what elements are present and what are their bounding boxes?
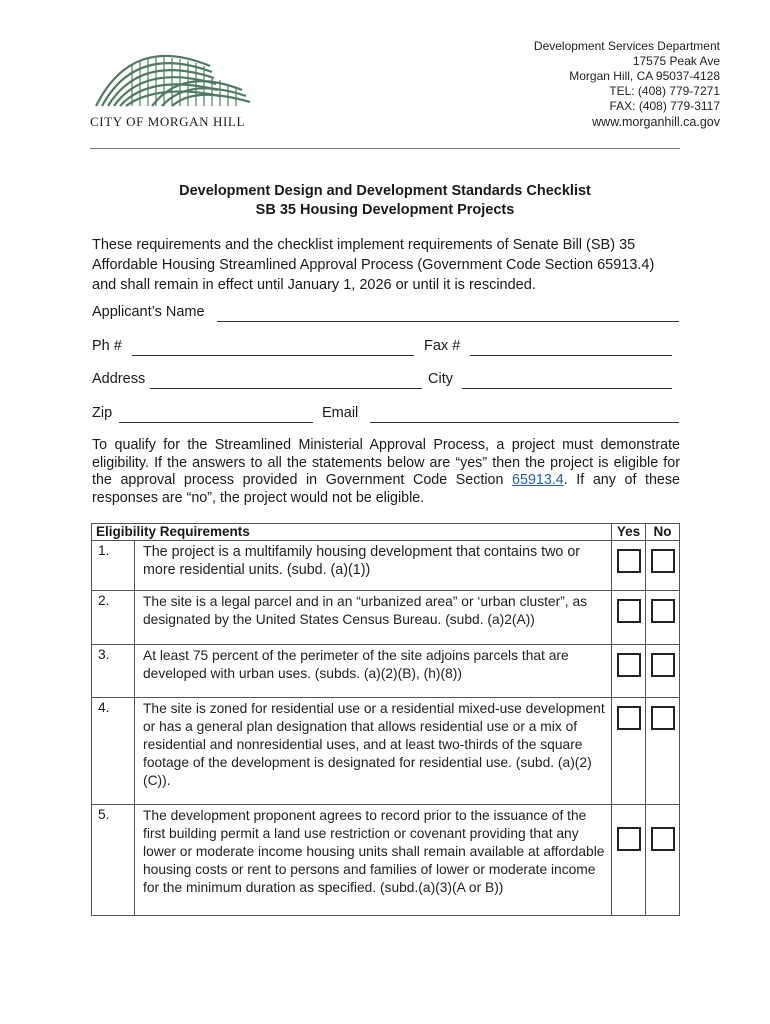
row-number: 1. — [92, 541, 135, 591]
row-text: The site is a legal parcel and in an “urbanized area” or ‘urban cluster”, as designated by the United States Census Bureau. (subd. (a)2(A)) — [135, 591, 612, 645]
table-header-row — [92, 524, 680, 541]
no-checkbox[interactable] — [651, 549, 675, 573]
yes-checkbox[interactable] — [617, 706, 641, 730]
fax-field[interactable] — [470, 355, 672, 356]
yes-cell — [612, 805, 646, 916]
row-text: At least 75 percent of the perimeter of the site adjoins parcels that are developed with urban uses. (subds. (a)(2)(B), (h)(8)) — [135, 645, 612, 698]
address-line: FAX: (408) 779-3117 — [609, 99, 720, 113]
zip-field[interactable] — [119, 422, 313, 423]
eligibility-paragraph — [92, 437, 680, 507]
email-label: Email — [322, 405, 359, 421]
no-header: No — [646, 524, 680, 541]
applicant-name-row — [92, 304, 682, 326]
email-field[interactable] — [370, 422, 679, 423]
table-row — [92, 645, 680, 698]
document-title — [0, 182, 770, 220]
table-row — [92, 591, 680, 645]
address-label: Address — [92, 371, 146, 387]
qualify-text-before: To qualify for the Streamlined Ministerial Approval Process, a project must demonstrate eligibility. If the answers to all the statements below are “yes” then the project is eligible for the approval process provided in Government Code Section — [92, 437, 680, 488]
header-divider — [90, 148, 680, 149]
city-label: City — [428, 371, 453, 387]
no-cell — [646, 645, 680, 698]
table-row — [92, 541, 680, 591]
hills-logo-icon — [92, 44, 256, 112]
no-checkbox[interactable] — [651, 706, 675, 730]
no-cell — [646, 805, 680, 916]
yes-checkbox[interactable] — [617, 549, 641, 573]
no-checkbox[interactable] — [651, 827, 675, 851]
no-cell — [646, 591, 680, 645]
phone-label: Ph # — [92, 338, 122, 354]
address-field[interactable] — [150, 388, 422, 389]
row-text: The development proponent agrees to record prior to the issuance of the first building permit a land use restriction or covenant providing that any lower or moderate income housing units shall remain available at affordable housing costs or rent to persons and families of lower or moderate income for the minimum duration as specified. (subd.(a)(3)(A or B)) — [135, 805, 612, 916]
yes-checkbox[interactable] — [617, 827, 641, 851]
row-text: The project is a multifamily housing development that contains two or more residential units. (subd. (a)(1)) — [135, 541, 612, 591]
fax-label: Fax # — [424, 338, 461, 354]
applicant-name-field[interactable] — [217, 321, 679, 322]
no-checkbox[interactable] — [651, 599, 675, 623]
yes-header: Yes — [612, 524, 646, 541]
row-number: 5. — [92, 805, 135, 916]
city-logo — [90, 44, 262, 134]
eligibility-header: Eligibility Requirements — [92, 524, 612, 541]
logo-text: CITY OF MORGAN HILL — [90, 114, 245, 129]
applicant-name-label: Applicant’s Name — [92, 304, 205, 320]
yes-cell — [612, 645, 646, 698]
title-line-2: SB 35 Housing Development Projects — [255, 202, 515, 218]
department-address — [534, 39, 720, 130]
table-row — [92, 698, 680, 805]
city-field[interactable] — [462, 388, 672, 389]
government-code-link[interactable]: 65913.4 — [512, 472, 564, 488]
phone-fax-row — [92, 338, 682, 360]
address-line: TEL: (408) 779-7271 — [609, 84, 720, 98]
yes-checkbox[interactable] — [617, 599, 641, 623]
zip-email-row — [92, 405, 682, 427]
phone-field[interactable] — [132, 355, 414, 356]
yes-cell — [612, 541, 646, 591]
no-cell — [646, 698, 680, 805]
row-text: The site is zoned for residential use or a residential mixed-use development or has a general plan designation that allows residential use or a mix of residential and nonresidential uses, and at least two-thirds of the square footage of the development is designated for residential use. (subd. (a)(2)(C)). — [135, 698, 612, 805]
no-cell — [646, 541, 680, 591]
address-city-row — [92, 371, 682, 393]
eligibility-table — [91, 523, 680, 916]
qualify-text-after: . If any of these responses are “no”, the project would not be eligible. — [92, 472, 680, 506]
row-number: 4. — [92, 698, 135, 805]
table-row — [92, 805, 680, 916]
address-line: Development Services Department — [533, 39, 720, 53]
row-number: 2. — [92, 591, 135, 645]
zip-label: Zip — [92, 405, 113, 421]
yes-cell — [612, 591, 646, 645]
yes-checkbox[interactable] — [617, 653, 641, 677]
address-line: Morgan Hill, CA 95037-4128 — [569, 69, 720, 83]
title-line-1: Development Design and Development Standards Checklist — [179, 183, 591, 199]
intro-paragraph: These requirements and the checklist implement requirements of Senate Bill (SB) 35 Affordable Housing Streamlined Approval Process (Government Code Section 65913.4) and shall remain in effect until January 1, 2026 or until it is rescinded. — [92, 237, 655, 293]
yes-cell — [612, 698, 646, 805]
row-number: 3. — [92, 645, 135, 698]
address-line: 17575 Peak Ave — [632, 54, 720, 68]
no-checkbox[interactable] — [651, 653, 675, 677]
website: www.morganhill.ca.gov — [592, 115, 720, 129]
